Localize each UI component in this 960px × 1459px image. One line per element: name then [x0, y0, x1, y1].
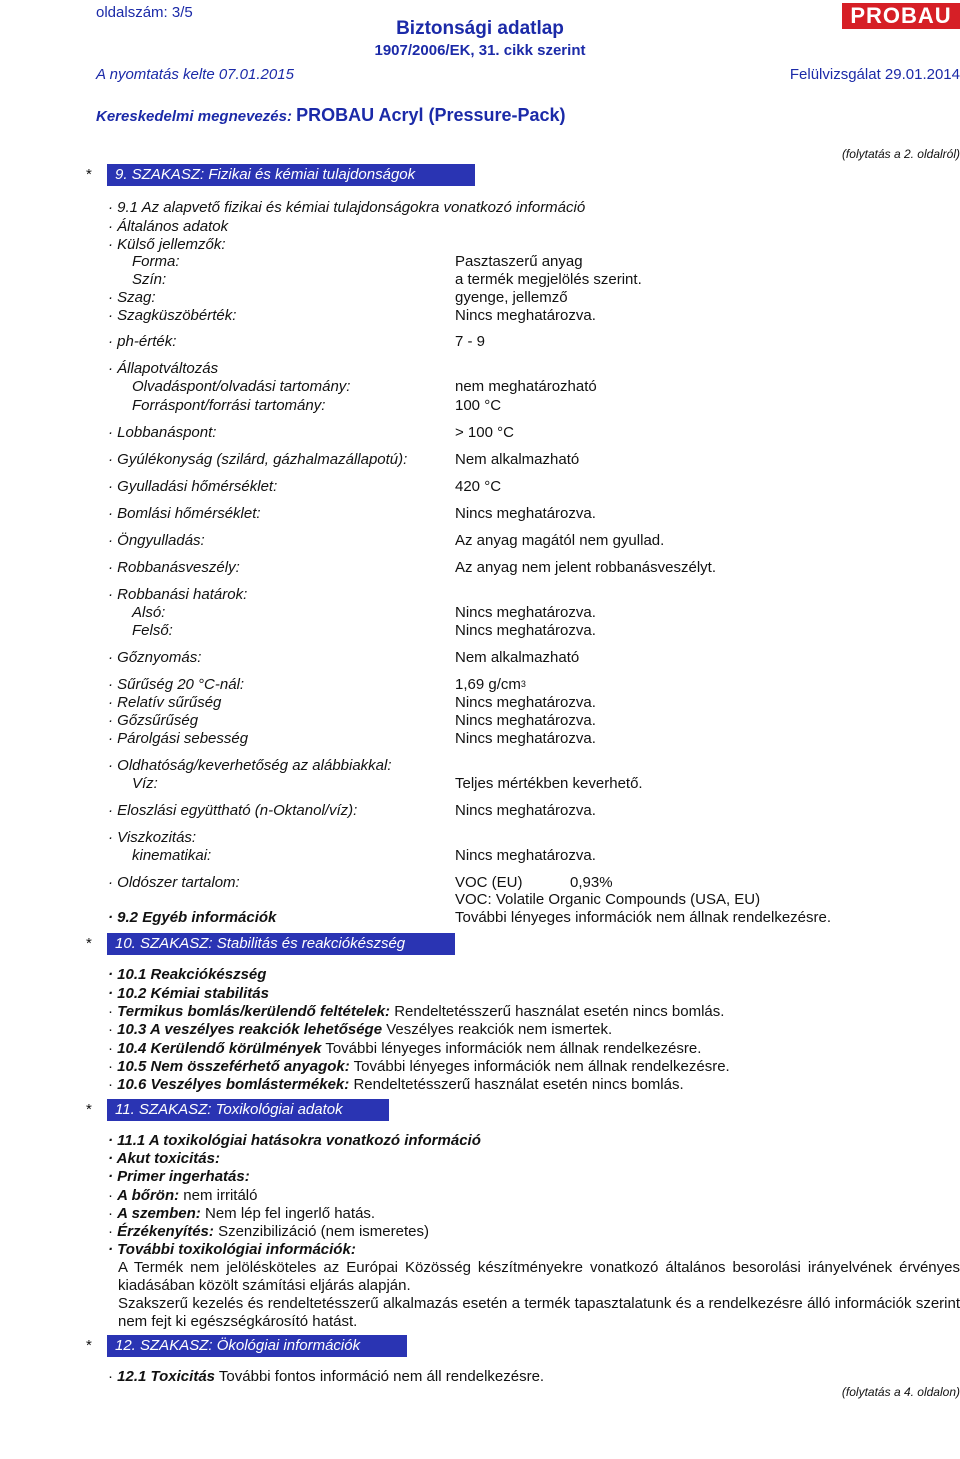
incompatible-materials: · 10.5 Nem összeférhető anyagok: További lényeges információk nem állnak rendelkezésre.: [108, 1058, 730, 1075]
continued-to-note: (folytatás a 4. oldalon): [841, 1385, 960, 1399]
explosion-limits-heading: · Robbanási határok:: [108, 586, 248, 603]
explosion-hazard-label: · Robbanásveszély:: [108, 559, 240, 576]
decomposition-temp-value: Nincs meghatározva.: [455, 505, 596, 522]
continued-from-note: (folytatás a 2. oldalról): [841, 147, 960, 161]
general-data-heading: · Általános adatok: [108, 218, 229, 235]
toxicity-row: · 12.1 Toxicitás További fontos információ nem áll rendelkezésre.: [108, 1368, 545, 1385]
odor-threshold-label: · Szagküszöbérték:: [108, 307, 237, 324]
relative-density-label: · Relatív sűrűség: [108, 694, 222, 711]
melting-point-label: Olvadáspont/olvadási tartomány:: [132, 378, 351, 395]
section-12-title: 12. SZAKASZ: Ökológiai információk: [107, 1335, 407, 1357]
thermal-decomposition: · Termikus bomlás/kerülendő feltételek: Rendeltetésszerű használat esetén nincs bomlás.: [108, 1003, 725, 1020]
partition-coefficient-value: Nincs meghatározva.: [455, 802, 596, 819]
evaporation-rate-value: Nincs meghatározva.: [455, 730, 596, 747]
decomposition-temp-label: · Bomlási hőmérséklet:: [108, 505, 261, 522]
toxicology-info-heading: · 11.1 A toxikológiai hatásokra vonatkozó információ: [108, 1132, 481, 1149]
toxicology-paragraph-2: Szakszerű kezelés és rendeltetésszerű alkalmazás esetén a termék tapasztalatunk és a rendelkezésre álló információk szerint nem fejt ki egészségkárosító hatást.: [118, 1295, 960, 1330]
form-value: Pasztaszerű anyag: [455, 253, 583, 270]
section-10-marker: *: [86, 935, 92, 952]
odor-threshold-value: Nincs meghatározva.: [455, 307, 596, 324]
upper-limit-label: Felső:: [132, 622, 173, 639]
lower-limit-label: Alsó:: [132, 604, 166, 621]
regulation-subtitle: 1907/2006/EK, 31. cikk szerint: [374, 42, 586, 59]
decomposition-products: · 10.6 Veszélyes bomlástermékek: Rendeltetésszerű használat esetén nincs bomlás.: [108, 1076, 684, 1093]
section-9-title: 9. SZAKASZ: Fizikai és kémiai tulajdonságok: [107, 164, 475, 186]
vapor-density-label: · Gőzsűrűség: [108, 712, 199, 729]
external-features-heading: · Külső jellemzők:: [108, 236, 226, 253]
melting-point-value: nem meghatározható: [455, 378, 597, 395]
density-label: · Sűrűség 20 °C-nál:: [108, 676, 245, 693]
hazardous-reactions: · 10.3 A veszélyes reakciók lehetősége Veszélyes reakciók nem ismertek.: [108, 1021, 613, 1038]
relative-density-value: Nincs meghatározva.: [455, 694, 596, 711]
lower-limit-value: Nincs meghatározva.: [455, 604, 596, 621]
boiling-point-label: Forráspont/forrási tartomány:: [132, 397, 326, 414]
flammability-label: · Gyúlékonyság (szilárd, gázhalmazállapotú):: [108, 451, 408, 468]
ph-value: 7 - 9: [455, 333, 486, 350]
density-value: 1,69 $g/cm^3$: [455, 676, 526, 693]
trade-name-label: Kereskedelmi megnevezés:: [96, 108, 292, 125]
eye-effect: · A szemben: Nem lép fel ingerlő hatás.: [108, 1205, 376, 1222]
water-value: Teljes mértékben keverhető.: [455, 775, 643, 792]
color-value: a termék megjelölés szerint.: [455, 271, 642, 288]
state-change-heading: · Állapotváltozás: [108, 360, 219, 377]
explosion-hazard-value: Az anyag nem jelent robbanásveszélyt.: [455, 559, 716, 576]
section-12-marker: *: [86, 1337, 92, 1354]
document-title: Biztonsági adatlap: [396, 18, 564, 39]
odor-label: · Szag:: [108, 289, 156, 306]
print-date: A nyomtatás kelte 07.01.2015: [96, 66, 294, 83]
color-label: Szín:: [132, 271, 167, 288]
section-11-title: 11. SZAKASZ: Toxikológiai adatok: [107, 1099, 389, 1121]
self-ignition-value: Az anyag magától nem gyullad.: [455, 532, 665, 549]
section-11-marker: *: [86, 1101, 92, 1118]
trade-name: [96, 107, 566, 125]
chemical-stability-heading: · 10.2 Kémiai stabilitás: [108, 985, 269, 1002]
voc-value: 0,93%: [570, 874, 613, 891]
water-label: Víz:: [132, 775, 158, 792]
solvent-content-label: · Oldószer tartalom:: [108, 874, 240, 891]
ph-label: · ph-érték:: [108, 333, 177, 350]
section-9-1-heading: · 9.1 Az alapvető fizikai és kémiai tulajdonságokra vonatkozó információ: [108, 199, 586, 216]
additional-toxicology-label: · További toxikológiai információk:: [108, 1241, 356, 1258]
odor-value: gyenge, jellemző: [455, 289, 568, 306]
skin-effect: · A bőrön: nem irritáló: [108, 1187, 258, 1204]
solubility-heading: · Oldhatóság/keverhetőség az alábbiakkal:: [108, 757, 392, 774]
page-number: oldalszám: 3/5: [96, 4, 193, 21]
toxicology-paragraph-1: A Termék nem jelölésköteles az Európai Közösség készítményekre vonatkozó általános besorolási irányelvének érvényes kiadásában közölt számítási eljárás alapján.: [118, 1259, 960, 1294]
voc-label: VOC (EU): [455, 874, 523, 891]
reactivity-heading: · 10.1 Reakciókészség: [108, 966, 267, 983]
revision-date: Felülvizsgálat 29.01.2014: [789, 66, 960, 83]
section-10-title: 10. SZAKASZ: Stabilitás és reakciókészség: [107, 933, 455, 955]
boiling-point-value: 100 °C: [455, 397, 502, 414]
acute-toxicity-label: · Akut toxicitás:: [108, 1150, 220, 1167]
voc-note: VOC: Volatile Organic Compounds (USA, EU): [455, 891, 761, 908]
conditions-to-avoid: · 10.4 Kerülendő körülmények További lényeges információk nem állnak rendelkezésre.: [108, 1040, 702, 1057]
vapor-pressure-value: Nem alkalmazható: [455, 649, 580, 666]
flash-point-value: > 100 °C: [455, 424, 514, 441]
other-info-label: · 9.2 Egyéb információk: [108, 909, 277, 926]
other-info-value: További lényeges információk nem állnak rendelkezésre.: [455, 909, 832, 926]
upper-limit-value: Nincs meghatározva.: [455, 622, 596, 639]
flammability-value: Nem alkalmazható: [455, 451, 580, 468]
probau-logo: PROBAU: [842, 3, 960, 29]
form-label: Forma:: [132, 253, 180, 270]
ignition-temp-label: · Gyulladási hőmérséklet:: [108, 478, 278, 495]
partition-coefficient-label: · Eloszlási együttható (n-Oktanol/víz):: [108, 802, 358, 819]
kinematic-value: Nincs meghatározva.: [455, 847, 596, 864]
section-9-marker: *: [86, 166, 92, 183]
flash-point-label: · Lobbanáspont:: [108, 424, 217, 441]
evaporation-rate-label: · Párolgási sebesség: [108, 730, 249, 747]
trade-name-value: PROBAU Acryl (Pressure-Pack): [296, 105, 566, 125]
viscosity-heading: · Viszkozitás:: [108, 829, 197, 846]
self-ignition-label: · Öngyulladás:: [108, 532, 205, 549]
primary-irritation-label: · Primer ingerhatás:: [108, 1168, 250, 1185]
sensitization: · Érzékenyítés: Szenzibilizáció (nem ismeretes): [108, 1223, 429, 1240]
vapor-pressure-label: · Gőznyomás:: [108, 649, 202, 666]
kinematic-label: kinematikai:: [132, 847, 212, 864]
ignition-temp-value: 420 °C: [455, 478, 502, 495]
vapor-density-value: Nincs meghatározva.: [455, 712, 596, 729]
